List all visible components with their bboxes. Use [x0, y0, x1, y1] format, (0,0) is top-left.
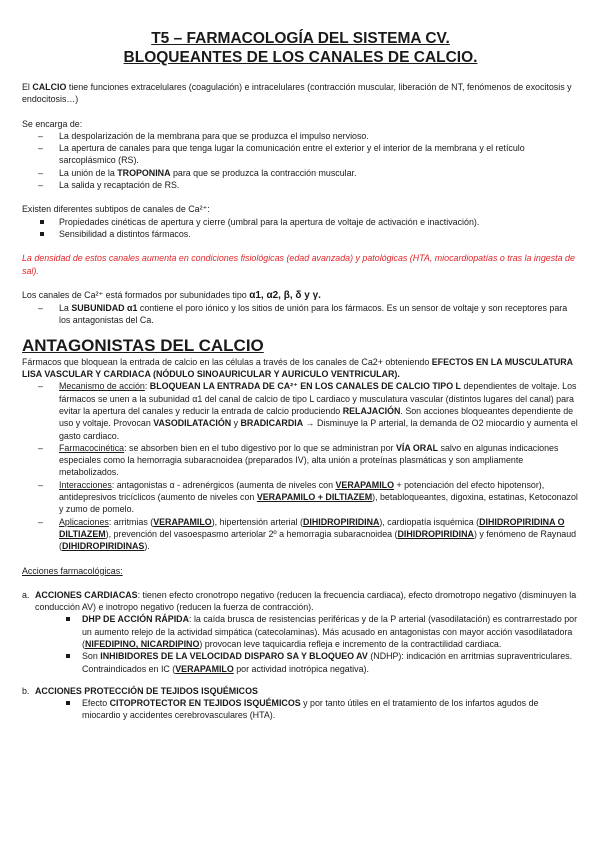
- acciones-heading: Acciones farmacológicas:: [22, 565, 123, 576]
- list-item-interacciones: – Interacciones: antagonistas α - adrenérgicos (aumenta de niveles con VERAPAMILO + potenciación del efecto hipotensor), antidepresivos tricíclicos (aumento de niveles con VERAPAMILO + DILTIAZEM), betabloqueantes, digoxina, estatinas, Ketoconazol y zumo de pomelo.: [22, 479, 579, 516]
- list-item: Propiedades cinéticas de apertura y cierre (umbral para la apertura de voltaje de activación e inactivación).: [22, 216, 579, 228]
- intro-paragraph: El CALCIO tiene funciones extracelulares (coagulación) e intracelulares (contracción muscular, liberación de NT, fenómenos de exocitosis y endocitosis…): [22, 82, 572, 105]
- list-item: Son INHIBIDORES DE LA VELOCIDAD DISPARO SA Y BLOQUEO AV (NDHP): indicación en arritmias supraventriculares. Contraindicados en IC (VERAPAMILO por actividad inotrópica negativa).: [22, 650, 579, 675]
- page-title-line-2: BLOQUEANTES DE LOS CANALES DE CALCIO.: [123, 48, 478, 66]
- list-item: – La salida y recaptación de RS.: [22, 179, 579, 191]
- red-note: La densidad de estos canales aumenta en condiciones fisiológicas (edad avanzada) y patológicas (HTA, miocardiopatías o tras la ingesta de sal).: [22, 253, 575, 276]
- antagonistas-list: [22, 380, 579, 552]
- list-item-mecanismo: – Mecanismo de acción: BLOQUEAN LA ENTRADA DE CA²⁺ EN LOS CANALES DE CALCIO TIPO L dependientes de voltaje. Los fármacos se unen a la subunidad α1 del canal de calcio de tipo L cardiaco y musculatura vascular (distintos lugares del canal) para evitar la apertura del canales y reducir la entrada de calcio produciendo RELAJACIÓN. Son acciones bloqueantes dependiente de uso y voltaje. Provocan VASODILATACIÓN y BRADICARDIA → Disminuye la P arterial, la demanda de O2 miocardio y aumenta el gasto cardiaco.: [22, 380, 579, 441]
- list-item: – La unión de la TROPONINA para que se produzca la contracción muscular.: [22, 167, 579, 179]
- acciones-proteccion: b. ACCIONES PROTECCIÓN DE TEJIDOS ISQUÉMICOS: [22, 685, 258, 696]
- subtipos-list: [22, 216, 579, 241]
- subunidades-paragraph: Los canales de Ca²⁺ está formados por subunidades tipo α1, α2, β, δ y γ.: [22, 289, 321, 301]
- list-item-aplicaciones: – Aplicaciones: arritmias (VERAPAMILO), hipertensión arterial (DIHIDROPIRIDINA), cardiopatía isquémica (DIHIDROPIRIDINA O DILTIAZEM), prevención del vasoespasmo arteriolar 2º a hemorragia subaracnoidea (DIHIDROPIRIDINA) y fenómeno de Raynaud (DIHIDROPIRIDINAS).: [22, 516, 579, 553]
- list-item: – La despolarización de la membrana para que se produzca el impulso nervioso.: [22, 130, 579, 142]
- page-title-line-1: T5 – FARMACOLOGÍA DEL SISTEMA CV.: [151, 30, 450, 47]
- antagonistas-intro: Fármacos que bloquean la entrada de calcio en las células a través de los canales de Ca2+ obteniendo EFECTOS EN LA MUSCULATURA LISA VASCULAR Y CARDIACA (NÓDULO SINOAURICULAR Y AURICULO VENTRICULAR).: [22, 356, 573, 380]
- acciones-cardiacas: a. ACCIONES CARDIACAS: tienen efecto cronotropo negativo (reducen la frecuencia cardiaca), efecto dromotropo negativo (disminuyen la conducción AV) e inotropo negativo (reducen la fuerza de contracción).: [22, 589, 577, 613]
- list-item: Efecto CITOPROTECTOR EN TEJIDOS ISQUÉMICOS y por tanto útiles en el tratamiento de los infartos agudos de miocardio y accidentes cerebrovasculares (HTA).: [22, 697, 579, 722]
- encarga-list: [22, 130, 579, 191]
- section-heading-antagonistas: ANTAGONISTAS DEL CALCIO: [22, 335, 264, 355]
- list-item: – La SUBUNIDAD α1 contiene el poro iónico y los sitios de unión para los fármacos. Es un sensor de voltaje y son receptores para los antagonistas del Ca.: [22, 302, 579, 327]
- subunidades-list: [22, 302, 579, 327]
- encarga-heading: Se encarga de:: [22, 118, 83, 129]
- acciones-cardiacas-list: [22, 613, 579, 674]
- subtipos-heading: Existen diferentes subtipos de canales de Ca²⁺:: [22, 204, 210, 215]
- list-item: – La apertura de canales para que tenga lugar la comunicación entre el exterior y el interior de la membrana y el retículo sarcoplásmico (RS).: [22, 142, 579, 167]
- acciones-proteccion-list: [22, 697, 579, 722]
- list-item: DHP DE ACCIÓN RÁPIDA: la caída brusca de resistencias periféricas y de la P arterial (vasodilatación) es contrarrestado por un aumento relejo de la actividad simpática (catecolaminas). Más acusado en antagonistas con mayor acción vasodilatadora (NIFEDIPINO, NICARDIPINO) provocan leve taquicardia refleja e incremento de la contractilidad cardiaca.: [22, 613, 579, 650]
- list-item: Sensibilidad a distintos fármacos.: [22, 228, 579, 240]
- list-item-farmacocinetica: – Farmacocinética: se absorben bien en el tubo digestivo por lo que se administran por VÍA ORAL salvo en algunas indicaciones especiales como la hemorragia subaracnoidea (preparados IV), alta unión a proteínas plasmáticas y son ampliamente metabolizados.: [22, 442, 579, 479]
